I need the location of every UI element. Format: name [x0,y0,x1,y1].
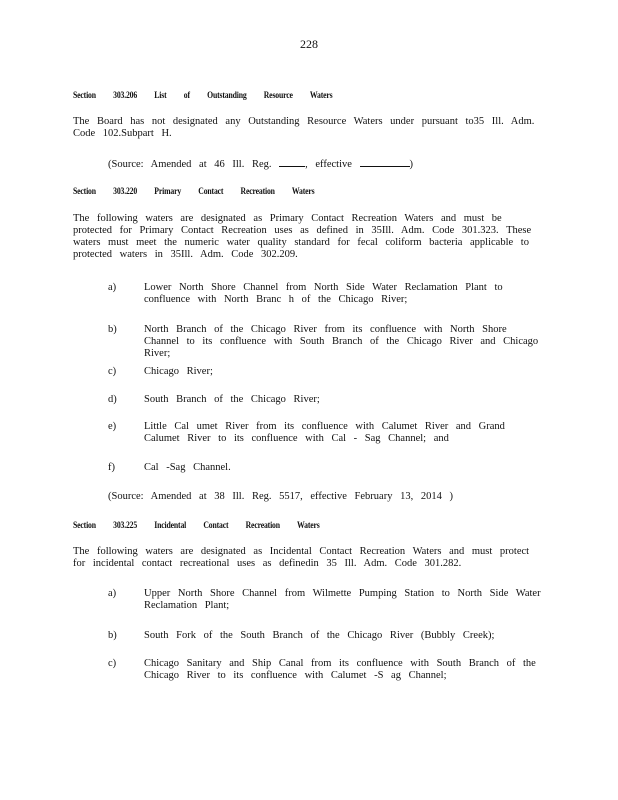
section-heading-303-220: Section 303.220 Primary Contact Recreation Waters [73,186,315,196]
list-marker: f) [108,462,115,473]
section-body-303-225: The following waters are designated as Incidental Contact Recreation Waters and must protect for incidental contact recreational uses as definedin 35 Ill. Adm. Code 301.282. [73,546,530,569]
list-text: North Branch of the Chicago River from its confluence with North Shore Channel to its confluence with South Branch of the Chicago River and Chicago River; [144,324,539,359]
list-text: Upper North Shore Channel from Wilmette Pumping Station to North Side Water Reclamation Plant; [144,588,541,611]
list-marker: a) [108,282,117,293]
section-heading-303-225: Section 303.225 Incidental Contact Recreation Waters [73,520,320,530]
list-text: South Fork of the South Branch of the Chicago River (Bubbly Creek); [144,630,495,641]
list-marker: b) [108,630,117,641]
list-text: Little Cal umet River from its confluence with Calumet River and Grand Calumet River to its confluence with Cal - Sag Channel; and [144,421,505,444]
source-note-303-220: (Source: Amended at 38 Ill. Reg. 5517, effective February 13, 2014 ) [108,491,453,502]
list-marker: c) [108,658,117,669]
list-marker: b) [108,324,117,335]
list-text: South Branch of the Chicago River; [144,394,320,405]
section-body-303-206: The Board has not designated any Outstanding Resource Waters under pursuant to35 Ill. Adm. Code 102.Subpart H. [73,116,535,139]
section-heading-303-206: Section 303.206 List of Outstanding Resource Waters [73,90,333,100]
list-marker: e) [108,421,117,432]
list-marker: c) [108,366,117,377]
list-text: Chicago Sanitary and Ship Canal from its confluence with South Branch of the Chicago River to its confluence with Calumet -S ag Channel; [144,658,536,681]
list-text: Lower North Shore Channel from North Side Water Reclamation Plant to confluence with North Branc h of the Chicago River; [144,282,503,305]
list-text: Chicago River; [144,366,213,377]
source-prefix: (Source: Amended at 46 Ill. Reg. [108,159,272,170]
section-body-303-220: The following waters are designated as Primary Contact Recreation Waters and must be protected for Primary Contact Recreation uses as defined in 35Ill. Adm. Code 301.323. These waters must meet the numeric water quality standard for fecal coliform bacteria applicable to protected waters in 35Ill. Adm. Code 302.209. [73,213,532,260]
source-suffix: ) [409,159,414,170]
source-mid: , effective [305,159,352,170]
list-text: Cal -Sag Channel. [144,462,231,473]
list-marker: d) [108,394,117,405]
list-marker: a) [108,588,117,599]
source-note-303-206 [108,157,413,170]
blank-field [360,157,410,167]
blank-field [279,157,305,167]
page-number: 228 [300,37,318,51]
